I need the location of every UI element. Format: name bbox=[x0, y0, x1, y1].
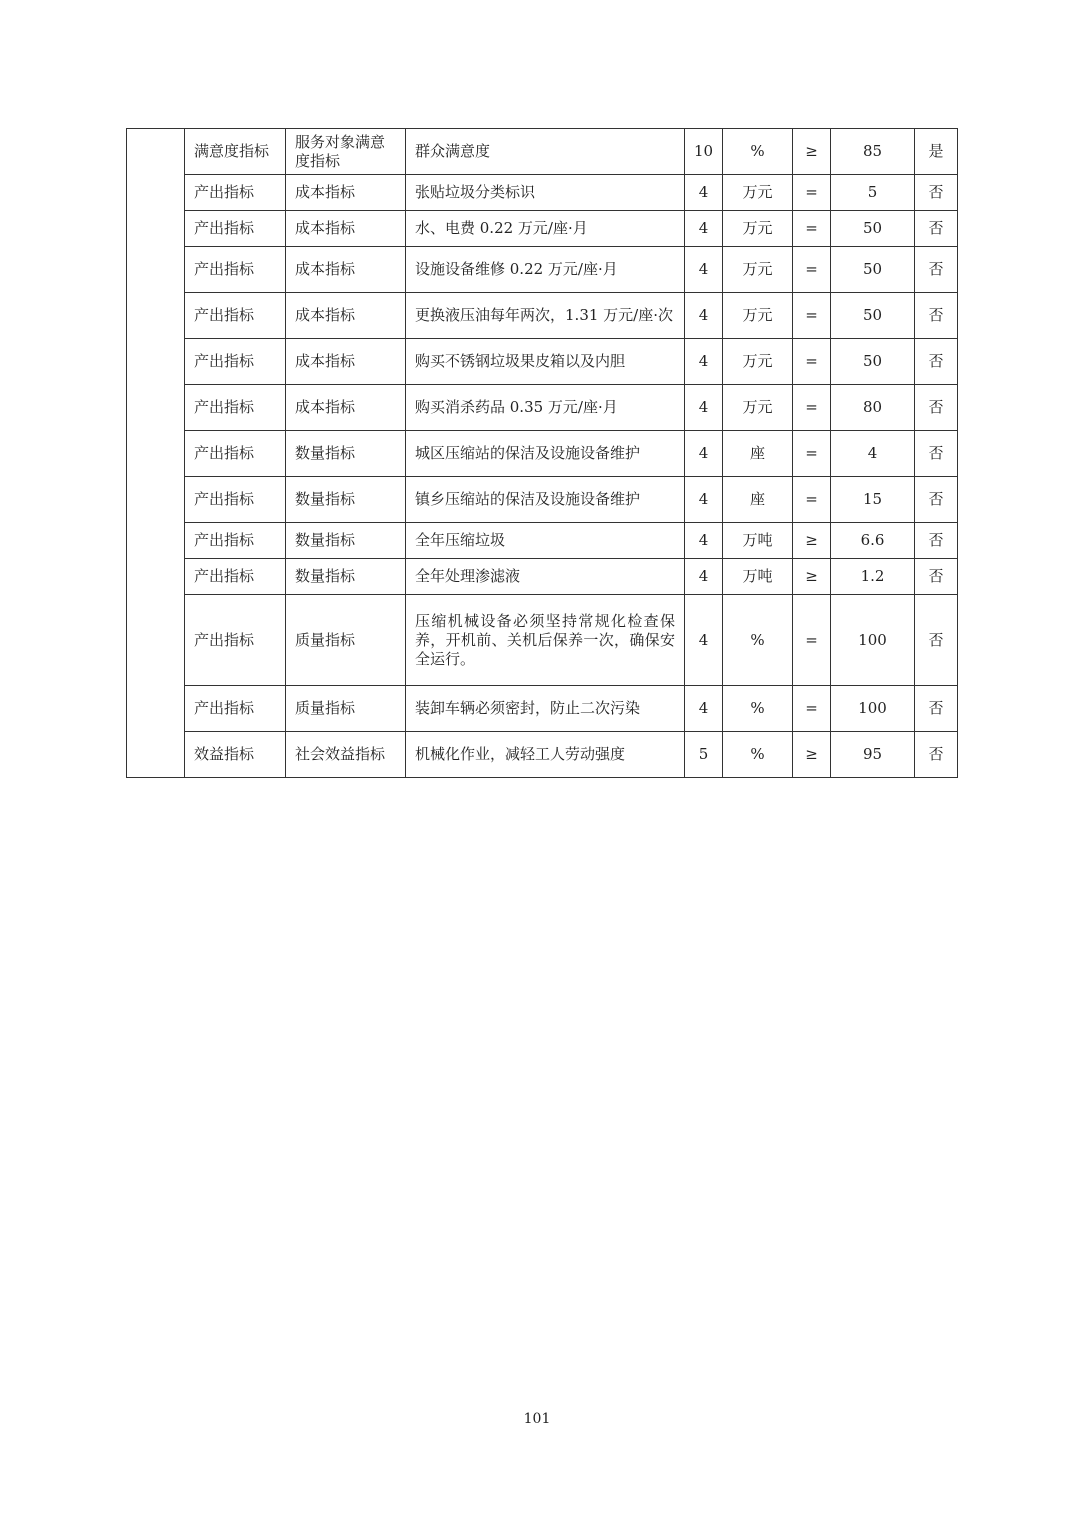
weight-cell: 4 bbox=[685, 211, 723, 247]
level2-indicator-cell: 社会效益指标 bbox=[286, 732, 406, 778]
table-row bbox=[127, 523, 958, 559]
unit-cell: 万吨 bbox=[723, 559, 793, 595]
indicator-content-cell: 镇乡压缩站的保洁及设施设备维护 bbox=[406, 477, 685, 523]
operator-cell: = bbox=[793, 175, 831, 211]
unit-cell: 万元 bbox=[723, 293, 793, 339]
flag-cell: 否 bbox=[915, 175, 958, 211]
indicator-content-cell: 张贴垃圾分类标识 bbox=[406, 175, 685, 211]
unit-cell: 万元 bbox=[723, 211, 793, 247]
level1-indicator-cell: 产出指标 bbox=[185, 431, 286, 477]
weight-cell: 4 bbox=[685, 559, 723, 595]
table-row bbox=[127, 385, 958, 431]
target-value-cell: 100 bbox=[831, 686, 915, 732]
unit-cell: % bbox=[723, 732, 793, 778]
level1-indicator-cell: 产出指标 bbox=[185, 211, 286, 247]
indicator-content-cell: 设施设备维修 0.22 万元/座·月 bbox=[406, 247, 685, 293]
operator-cell: ≥ bbox=[793, 129, 831, 175]
level1-indicator-cell: 产出指标 bbox=[185, 339, 286, 385]
operator-cell: ≥ bbox=[793, 732, 831, 778]
indicator-content-cell: 机械化作业，减轻工人劳动强度 bbox=[406, 732, 685, 778]
indicator-content-cell: 装卸车辆必须密封，防止二次污染 bbox=[406, 686, 685, 732]
level2-indicator-cell: 数量指标 bbox=[286, 523, 406, 559]
target-value-cell: 50 bbox=[831, 339, 915, 385]
merged-category-cell bbox=[127, 129, 185, 778]
operator-cell: = bbox=[793, 431, 831, 477]
target-value-cell: 5 bbox=[831, 175, 915, 211]
unit-cell: 万吨 bbox=[723, 523, 793, 559]
unit-cell: % bbox=[723, 595, 793, 686]
unit-cell: 座 bbox=[723, 431, 793, 477]
target-value-cell: 6.6 bbox=[831, 523, 915, 559]
table-row bbox=[127, 247, 958, 293]
level2-indicator-cell: 成本指标 bbox=[286, 211, 406, 247]
operator-cell: = bbox=[793, 293, 831, 339]
page-number: 101 bbox=[523, 1411, 551, 1427]
level2-indicator-cell: 质量指标 bbox=[286, 595, 406, 686]
operator-cell: = bbox=[793, 339, 831, 385]
flag-cell: 否 bbox=[915, 247, 958, 293]
indicator-content-cell: 购买消杀药品 0.35 万元/座·月 bbox=[406, 385, 685, 431]
unit-cell: % bbox=[723, 686, 793, 732]
target-value-cell: 50 bbox=[831, 211, 915, 247]
indicator-content-cell: 全年处理渗滤液 bbox=[406, 559, 685, 595]
level2-indicator-cell: 数量指标 bbox=[286, 477, 406, 523]
table-row bbox=[127, 686, 958, 732]
level1-indicator-cell: 产出指标 bbox=[185, 247, 286, 293]
target-value-cell: 15 bbox=[831, 477, 915, 523]
weight-cell: 4 bbox=[685, 385, 723, 431]
level2-indicator-cell: 数量指标 bbox=[286, 431, 406, 477]
level2-indicator-cell: 质量指标 bbox=[286, 686, 406, 732]
performance-indicator-table bbox=[126, 128, 958, 778]
flag-cell: 否 bbox=[915, 559, 958, 595]
operator-cell: = bbox=[793, 385, 831, 431]
table-row bbox=[127, 339, 958, 385]
target-value-cell: 100 bbox=[831, 595, 915, 686]
operator-cell: = bbox=[793, 595, 831, 686]
indicator-content-cell: 购买不锈钢垃圾果皮箱以及内胆 bbox=[406, 339, 685, 385]
level1-indicator-cell: 满意度指标 bbox=[185, 129, 286, 175]
level1-indicator-cell: 产出指标 bbox=[185, 385, 286, 431]
weight-cell: 4 bbox=[685, 175, 723, 211]
target-value-cell: 1.2 bbox=[831, 559, 915, 595]
flag-cell: 是 bbox=[915, 129, 958, 175]
table-row bbox=[127, 559, 958, 595]
level1-indicator-cell: 产出指标 bbox=[185, 686, 286, 732]
target-value-cell: 85 bbox=[831, 129, 915, 175]
level1-indicator-cell: 产出指标 bbox=[185, 523, 286, 559]
table-row bbox=[127, 477, 958, 523]
table-row bbox=[127, 175, 958, 211]
level2-indicator-cell: 成本指标 bbox=[286, 247, 406, 293]
flag-cell: 否 bbox=[915, 339, 958, 385]
weight-cell: 4 bbox=[685, 247, 723, 293]
level1-indicator-cell: 产出指标 bbox=[185, 595, 286, 686]
table-row bbox=[127, 732, 958, 778]
table-row bbox=[127, 595, 958, 686]
level2-indicator-cell: 成本指标 bbox=[286, 293, 406, 339]
operator-cell: = bbox=[793, 686, 831, 732]
target-value-cell: 4 bbox=[831, 431, 915, 477]
level2-indicator-cell: 成本指标 bbox=[286, 339, 406, 385]
indicator-content-cell: 压缩机械设备必须坚持常规化检查保养，开机前、关机后保养一次，确保安全运行。 bbox=[406, 595, 685, 686]
level1-indicator-cell: 产出指标 bbox=[185, 559, 286, 595]
operator-cell: ≥ bbox=[793, 559, 831, 595]
flag-cell: 否 bbox=[915, 385, 958, 431]
flag-cell: 否 bbox=[915, 732, 958, 778]
unit-cell: 万元 bbox=[723, 175, 793, 211]
level2-indicator-cell: 成本指标 bbox=[286, 385, 406, 431]
flag-cell: 否 bbox=[915, 431, 958, 477]
level2-indicator-cell: 成本指标 bbox=[286, 175, 406, 211]
table-row bbox=[127, 129, 958, 175]
table-row bbox=[127, 431, 958, 477]
target-value-cell: 80 bbox=[831, 385, 915, 431]
weight-cell: 4 bbox=[685, 293, 723, 339]
weight-cell: 10 bbox=[685, 129, 723, 175]
target-value-cell: 50 bbox=[831, 247, 915, 293]
level1-indicator-cell: 产出指标 bbox=[185, 293, 286, 339]
weight-cell: 4 bbox=[685, 595, 723, 686]
level1-indicator-cell: 效益指标 bbox=[185, 732, 286, 778]
flag-cell: 否 bbox=[915, 686, 958, 732]
weight-cell: 4 bbox=[685, 686, 723, 732]
operator-cell: ≥ bbox=[793, 523, 831, 559]
flag-cell: 否 bbox=[915, 293, 958, 339]
level2-indicator-cell: 数量指标 bbox=[286, 559, 406, 595]
target-value-cell: 50 bbox=[831, 293, 915, 339]
flag-cell: 否 bbox=[915, 211, 958, 247]
weight-cell: 4 bbox=[685, 431, 723, 477]
flag-cell: 否 bbox=[915, 477, 958, 523]
weight-cell: 4 bbox=[685, 523, 723, 559]
operator-cell: = bbox=[793, 211, 831, 247]
operator-cell: = bbox=[793, 247, 831, 293]
indicator-content-cell: 城区压缩站的保洁及设施设备维护 bbox=[406, 431, 685, 477]
unit-cell: 座 bbox=[723, 477, 793, 523]
operator-cell: = bbox=[793, 477, 831, 523]
weight-cell: 4 bbox=[685, 477, 723, 523]
flag-cell: 否 bbox=[915, 523, 958, 559]
unit-cell: % bbox=[723, 129, 793, 175]
flag-cell: 否 bbox=[915, 595, 958, 686]
target-value-cell: 95 bbox=[831, 732, 915, 778]
unit-cell: 万元 bbox=[723, 339, 793, 385]
indicator-content-cell: 群众满意度 bbox=[406, 129, 685, 175]
table-row bbox=[127, 211, 958, 247]
level1-indicator-cell: 产出指标 bbox=[185, 477, 286, 523]
indicator-content-cell: 更换液压油每年两次，1.31 万元/座·次 bbox=[406, 293, 685, 339]
weight-cell: 4 bbox=[685, 339, 723, 385]
weight-cell: 5 bbox=[685, 732, 723, 778]
unit-cell: 万元 bbox=[723, 247, 793, 293]
level1-indicator-cell: 产出指标 bbox=[185, 175, 286, 211]
indicator-content-cell: 全年压缩垃圾 bbox=[406, 523, 685, 559]
level2-indicator-cell: 服务对象满意度指标 bbox=[286, 129, 406, 175]
indicator-content-cell: 水、电费 0.22 万元/座·月 bbox=[406, 211, 685, 247]
unit-cell: 万元 bbox=[723, 385, 793, 431]
table-row bbox=[127, 293, 958, 339]
